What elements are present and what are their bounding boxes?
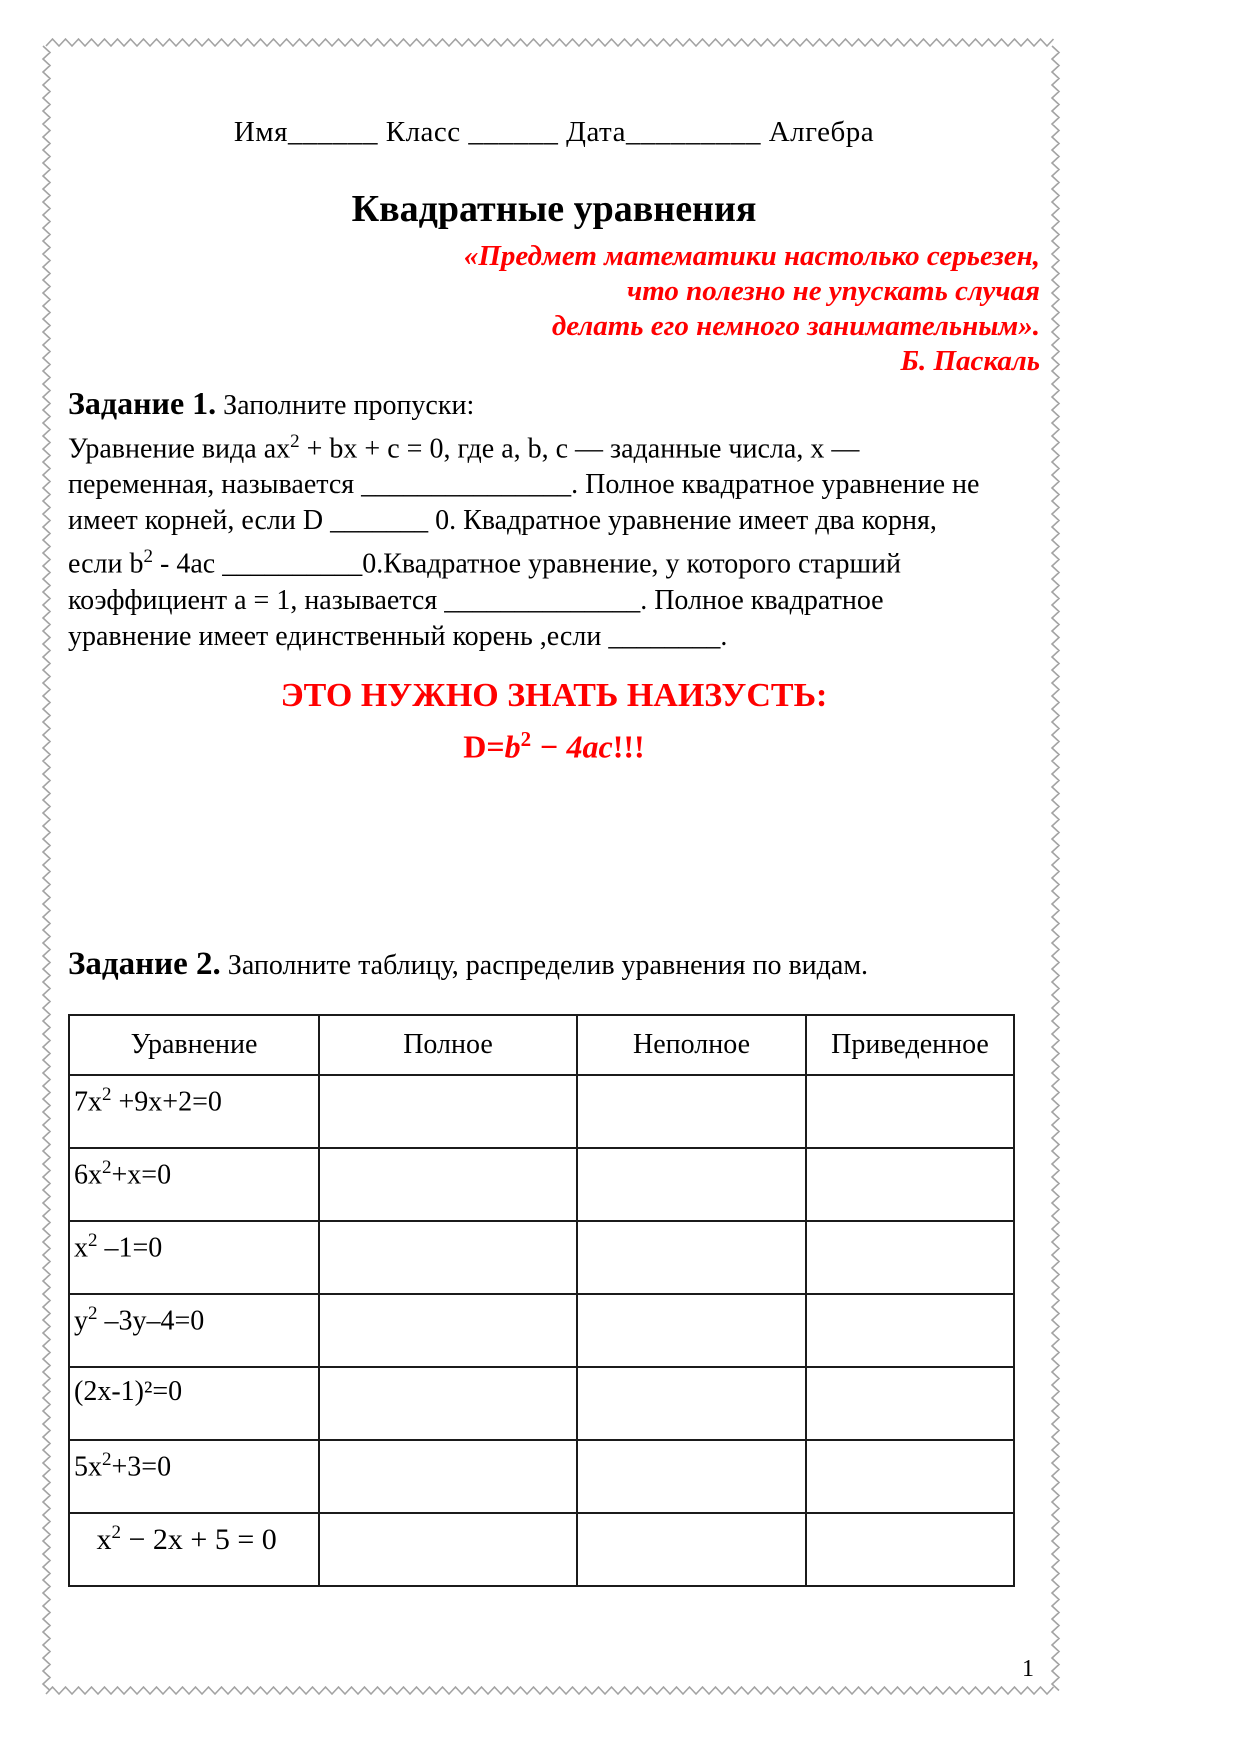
formula-exclamations: !!! (612, 728, 645, 765)
formula-rhs: − 4ac (531, 728, 613, 765)
empty-cell (806, 1294, 1014, 1367)
task1-body-line: имеет корней, если D _______ 0. Квадратное уравнение имеет два корня, (68, 505, 937, 537)
empty-cell (806, 1440, 1014, 1513)
quote-line: что полезно не упускать случая (627, 275, 1040, 307)
task1-heading (68, 385, 1040, 424)
empty-cell (319, 1221, 577, 1294)
page-title: Квадратные уравнения (351, 188, 757, 230)
table-row (69, 1148, 1014, 1221)
task1-body-line: коэффициент a = 1, называется ______________. Полное квадратное (68, 584, 884, 616)
table-row (69, 1075, 1014, 1148)
empty-cell (806, 1367, 1014, 1440)
quote-line: «Предмет математики настолько серьезен, (463, 240, 1040, 272)
empty-cell (319, 1148, 577, 1221)
task1-body-line: Уравнение вида $ax^2$ + bx + c = 0, где a, b, c — заданные числа, x — (68, 431, 860, 465)
empty-cell (319, 1294, 577, 1367)
quote-attribution: Б. Паскаль (900, 345, 1040, 377)
empty-cell (806, 1221, 1014, 1294)
empty-cell (577, 1075, 806, 1148)
equations-table (68, 1014, 1015, 1587)
table-row (69, 1513, 1014, 1586)
empty-cell (319, 1075, 577, 1148)
page-number: 1 (1022, 1656, 1034, 1682)
table-row (69, 1440, 1014, 1513)
empty-cell (806, 1075, 1014, 1148)
equation-cell: $6x^2+x=0$ (69, 1148, 319, 1221)
column-header-full: Полное (319, 1015, 577, 1075)
empty-cell (319, 1513, 577, 1586)
task2-intro: Заполните таблицу, распределив уравнения по видам. (220, 950, 869, 982)
equation-cell: $y^2$ –3y–4=0 (69, 1294, 319, 1367)
name-class-date-line: Имя______ Класс ______ Дата_________ Алгебра (233, 116, 875, 148)
task2-section (68, 946, 1040, 1587)
task2-heading (68, 946, 1040, 984)
empty-cell (577, 1440, 806, 1513)
equation-cell: $5x^2+3=0$ (69, 1440, 319, 1513)
task2-label: Задание 2. (68, 946, 221, 983)
empty-cell (577, 1367, 806, 1440)
task1-body-line: уравнение имеет единственный корень ,если ________. (68, 620, 728, 652)
table-row (69, 1367, 1014, 1440)
discriminant-formula (68, 717, 1040, 769)
equation-cell: $x^2 - 2x + 5 = 0$ (69, 1513, 319, 1586)
formula-lhs: D= (463, 728, 505, 765)
epigraph-quote (68, 239, 1040, 379)
memo-headline: ЭТО НУЖНО ЗНАТЬ НАИЗУСТЬ: (280, 676, 828, 714)
empty-cell (319, 1440, 577, 1513)
memo-block (68, 675, 1040, 769)
equation-cell: (2x-1)²=0 (69, 1367, 319, 1440)
quote-line: делать его немного занимательным». (551, 310, 1040, 342)
empty-cell (577, 1294, 806, 1367)
table-row (69, 1221, 1014, 1294)
task1-intro: Заполните пропуски: (216, 390, 475, 421)
equation-cell: $7x^2 +9x+2=0$ (69, 1075, 319, 1148)
empty-cell (806, 1513, 1014, 1586)
formula-exponent: 2 (520, 726, 532, 751)
empty-cell (577, 1513, 806, 1586)
column-header-incomplete: Неполное (577, 1015, 806, 1075)
task1-body-line: если $b^2 - 4ac$ __________0.Квадратное уравнение, у которого старший (68, 546, 901, 580)
formula-base: b (504, 728, 521, 765)
table-header-row (69, 1015, 1014, 1075)
task1-label: Задание 1. (68, 385, 217, 421)
empty-cell (319, 1367, 577, 1440)
column-header-equation: Уравнение (69, 1015, 319, 1075)
empty-cell (806, 1148, 1014, 1221)
column-header-reduced: Приведенное (806, 1015, 1014, 1075)
task1-body-line: переменная, называется _______________. Полное квадратное уравнение не (68, 469, 980, 501)
equation-cell: $x^2$ –1=0 (69, 1221, 319, 1294)
empty-cell (577, 1148, 806, 1221)
task1-section (68, 385, 1040, 655)
empty-cell (577, 1221, 806, 1294)
table-row (69, 1294, 1014, 1367)
document-content (68, 0, 1040, 1587)
